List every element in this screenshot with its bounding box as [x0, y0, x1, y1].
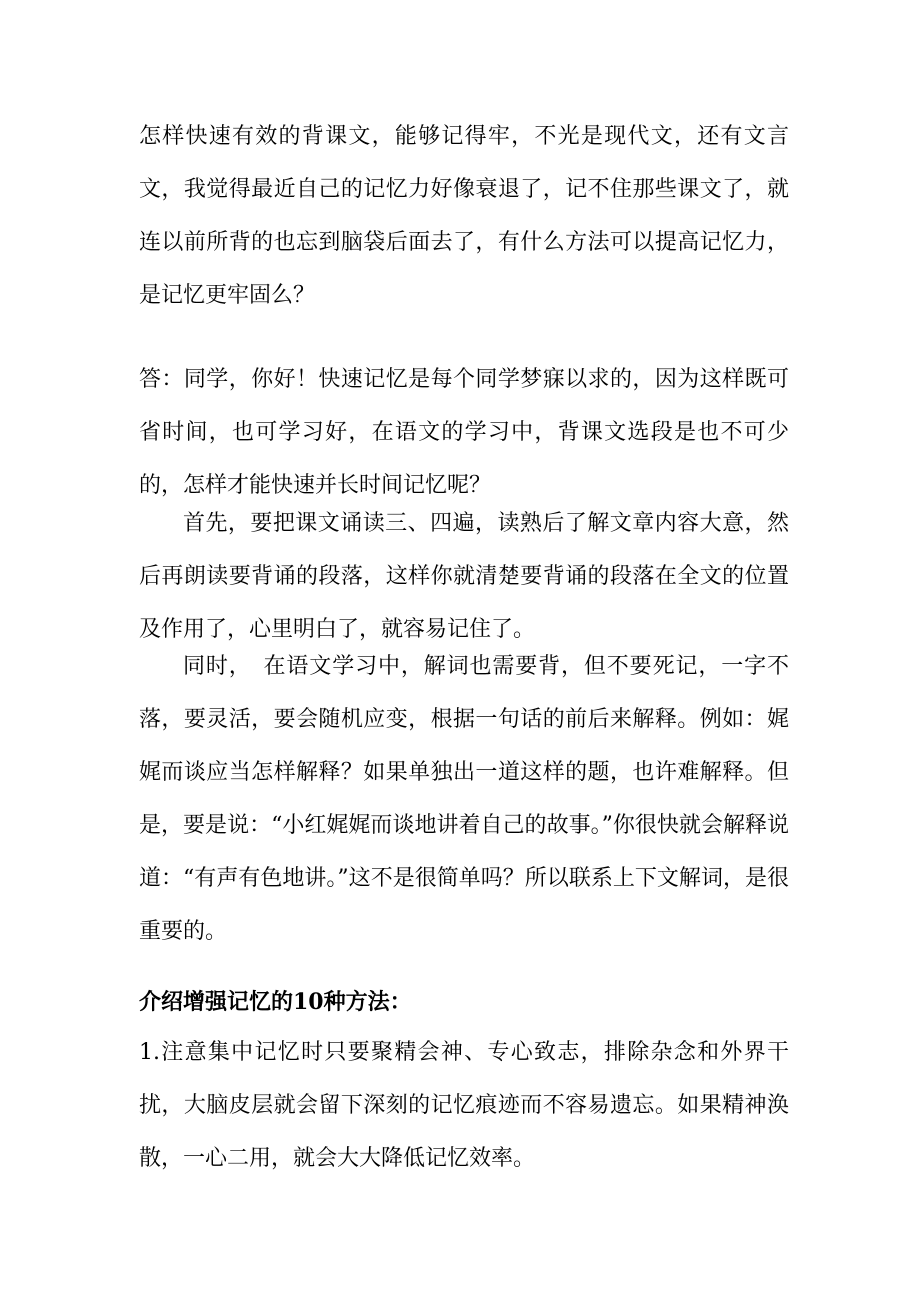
answer-second-paragraph: 同时， 在语文学习中，解词也需要背，但不要死记，一字不落，要灵活，要会随机应变，根据一句话的前后来解释。例如：娓娓而谈应当怎样解释？如果单独出一道这样的题，也许难解释。但是，要是说：“小红娓娓而谈地讲着自己的故事。”你很快就会解释说道：“有声有色地讲。”这不是很简单吗？所以联系上下文解词，是很重要的。 — [139, 654, 789, 944]
method-1-paragraph: 1.注意集中记忆时只要聚精会神、专心致志，排除杂念和外界干扰，大脑皮层就会留下深刻的记忆痕迹而不容易遗忘。如果精神涣散，一心二用，就会大大降低记忆效率。 — [139, 1040, 789, 1171]
methods-heading: 介绍增强记忆的10种方法： — [139, 989, 412, 1015]
answer-intro-paragraph: 答：同学，你好！快速记忆是每个同学梦寐以求的，因为这样既可省时间，也可学习好，在语文的学习中，背课文选段是也不可少的，怎样才能快速并长时间记忆呢？ — [139, 367, 789, 498]
answer-first-paragraph: 首先，要把课文诵读三、四遍，读熟后了解文章内容大意，然后再朗读要背诵的段落，这样你就清楚要背诵的段落在全文的位置及作用了，心里明白了，就容易记住了。 — [139, 511, 789, 642]
question-paragraph: 怎样快速有效的背课文，能够记得牢，不光是现代文，还有文言文，我觉得最近自己的记忆力好像衰退了，记不住那些课文了，就连以前所背的也忘到脑袋后面去了，有什么方法可以提高记忆力，是记忆更牢固么？ — [139, 124, 789, 308]
